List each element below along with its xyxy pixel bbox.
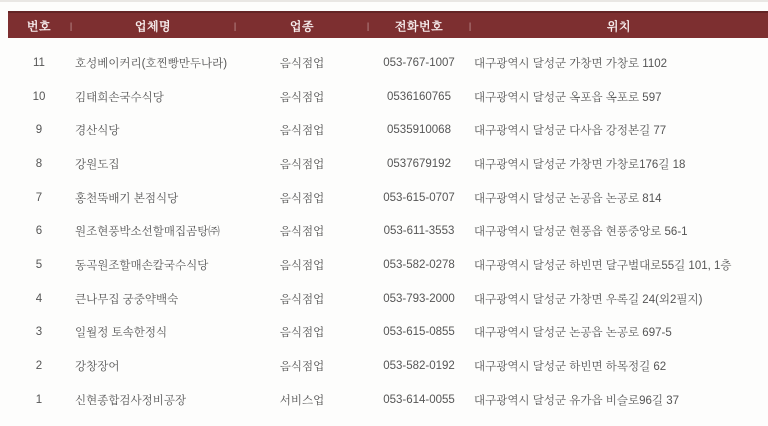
cell-industry: 음식점업 <box>279 327 325 340</box>
column-header-name: 업체명 <box>134 19 172 33</box>
table-row <box>8 46 768 80</box>
cell-location: 대구광역시 달성군 옥포읍 옥포로 597 <box>474 91 662 104</box>
cell-no: 5 <box>35 258 43 271</box>
cell-location: 대구광역시 달성군 가창면 우록길 24(외2필지) <box>474 293 703 306</box>
cell-no: 10 <box>32 90 46 103</box>
cell-phone: 053-615-0855 <box>383 326 455 339</box>
table-row <box>8 214 768 248</box>
column-separator: | <box>366 20 370 31</box>
cell-name: 원조현풍박소선할매집곰탕㈜ <box>75 226 220 239</box>
cell-industry: 음식점업 <box>279 226 325 239</box>
cell-name: 강창장어 <box>75 361 120 374</box>
cell-phone: 053-793-2000 <box>383 292 455 305</box>
table-row <box>8 113 768 147</box>
cell-phone: 0536160765 <box>387 90 451 103</box>
cell-no: 9 <box>35 124 43 137</box>
column-header-industry: 업종 <box>289 19 315 33</box>
table-row <box>8 282 768 316</box>
cell-phone: 0535910068 <box>387 124 451 137</box>
cell-phone: 0537679192 <box>387 157 451 170</box>
table-row <box>8 349 768 383</box>
column-separator: | <box>233 20 237 31</box>
cell-no: 6 <box>35 225 43 238</box>
table-row <box>8 181 768 215</box>
column-separator: | <box>468 20 472 31</box>
cell-name: 신현종합검사정비공장 <box>75 394 187 407</box>
cell-no: 4 <box>35 292 43 305</box>
cell-no: 11 <box>33 56 45 69</box>
cell-industry: 음식점업 <box>279 259 325 272</box>
cell-name: 김태희손국수식당 <box>75 91 164 104</box>
cell-phone: 053-582-0192 <box>383 360 455 373</box>
cell-industry: 음식점업 <box>279 91 325 104</box>
cell-location: 대구광역시 달성군 논공읍 논공로 697-5 <box>474 327 672 340</box>
cell-name: 경산식당 <box>75 125 120 138</box>
cell-industry: 음식점업 <box>279 57 325 70</box>
table-row <box>8 248 768 282</box>
top-divider <box>0 0 768 2</box>
cell-no: 2 <box>35 360 43 373</box>
table-row <box>8 80 768 114</box>
cell-location: 대구광역시 달성군 다사읍 강정본길 77 <box>474 125 667 138</box>
cell-location: 대구광역시 달성군 유가읍 비슬로96길 37 <box>474 394 679 407</box>
cell-location: 대구광역시 달성군 논공읍 논공로 814 <box>474 192 662 205</box>
cell-phone: 053-582-0278 <box>383 258 455 271</box>
cell-no: 7 <box>35 191 43 204</box>
table-row <box>8 316 768 350</box>
table-body <box>8 46 768 417</box>
cell-name: 일월정 토속한정식 <box>75 327 168 340</box>
cell-no: 3 <box>35 326 43 339</box>
cell-phone: 053-615-0707 <box>383 191 455 204</box>
cell-industry: 음식점업 <box>279 125 325 138</box>
cell-no: 1 <box>35 393 43 406</box>
cell-industry: 음식점업 <box>279 293 325 306</box>
cell-location: 대구광역시 달성군 하빈면 달구벌대로55길 101, 1층 <box>474 259 732 272</box>
cell-name: 동곡원조할매손칼국수식당 <box>75 259 209 272</box>
column-separator: | <box>69 20 73 31</box>
table-row <box>8 383 768 417</box>
cell-location: 대구광역시 달성군 가창면 가창로176길 18 <box>474 158 686 171</box>
cell-industry: 음식점업 <box>279 192 325 205</box>
cell-phone: 053-767-1007 <box>383 56 455 69</box>
cell-phone: 053-611-3553 <box>383 225 455 238</box>
cell-name: 큰나무집 궁중약백숙 <box>75 293 179 306</box>
cell-name: 홍천뚝배기 본점식당 <box>75 192 179 205</box>
table-row <box>8 147 768 181</box>
cell-location: 대구광역시 달성군 하빈면 하목정길 62 <box>474 361 667 374</box>
column-header-no: 번호 <box>26 19 52 33</box>
column-header-location: 위치 <box>606 19 632 33</box>
cell-name: 호성베이커리(호찐빵만두나라) <box>75 57 228 70</box>
table-header-bar <box>8 11 768 38</box>
cell-industry: 서비스업 <box>279 394 325 407</box>
column-header-phone: 전화번호 <box>394 19 444 33</box>
cell-name: 강원도집 <box>75 158 120 171</box>
cell-location: 대구광역시 달성군 현풍읍 현풍중앙로 56-1 <box>474 226 688 239</box>
cell-no: 8 <box>35 157 43 170</box>
cell-location: 대구광역시 달성군 가창면 가창로 1102 <box>474 57 668 70</box>
cell-industry: 음식점업 <box>279 158 325 171</box>
cell-industry: 음식점업 <box>279 361 325 374</box>
cell-phone: 053-614-0055 <box>383 393 455 406</box>
